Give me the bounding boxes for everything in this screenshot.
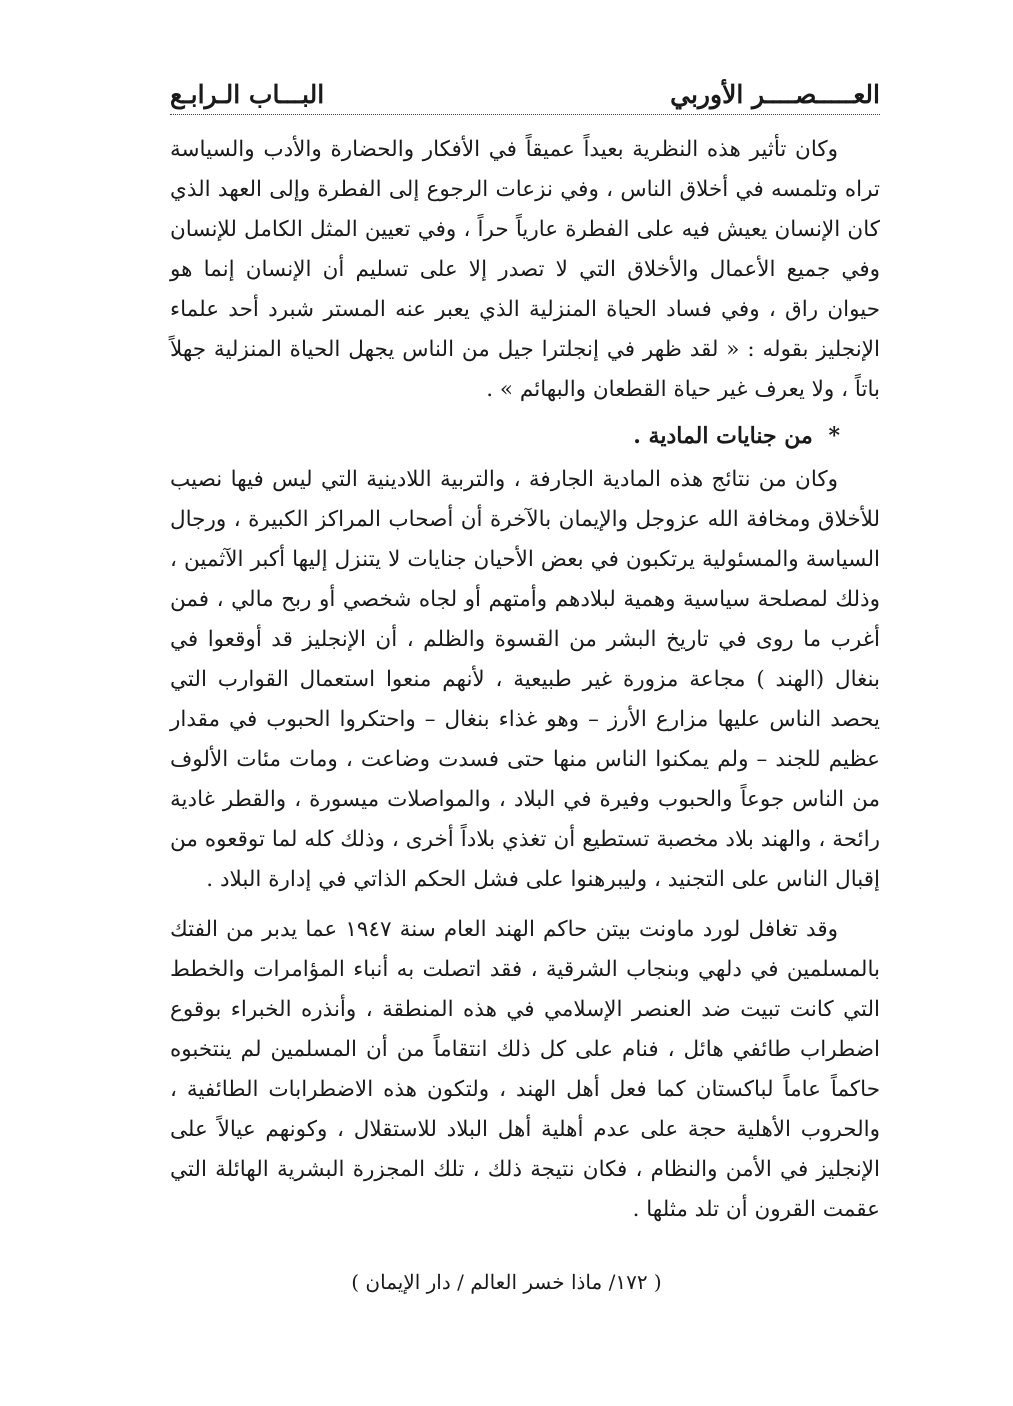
book-title-header: العـــــصــــر الأوربي	[670, 79, 880, 109]
paragraph: وكان من نتائج هذه المادية الجارفة ، والتربية اللادينية التي ليس فيها نصيب للأخلاق ومخافة الله عزوجل والإيمان بالآخرة أن أصحاب المراكز الكبيرة ، ورجال السياسة والمسئولية يرتكبون في بعض الأحيان جنايات لا يتنزل إليها أكبر الآثمين ، وذلك لمصلحة سياسية وهمية لبلادهم وأمتهم أو لجاه شخصي أو ربح مالي ، فمن أغرب ما روى في تاريخ البشر من القسوة والظلم ، أن الإنجليز قد أوقعوا في بنغال (الهند ) مجاعة مزورة غير طبيعية ، لأنهم منعوا استعمال القوارب التي يحصد الناس عليها مزارع الأرز – وهو غذاء بنغال – واحتكروا الحبوب في مقدار عظيم للجند – ولم يمكنوا الناس منها حتى فسدت وضاعت ، ومات مئات الألوف من الناس جوعاً والحبوب وفيرة في البلاد ، والمواصلات ميسورة ، والقطر غادية رائحة ، والهند بلاد مخصبة تستطيع أن تغذي بلاداً أخرى ، وذلك كله لما توقعوه من إقبال الناس على التجنيد ، وليبرهنوا على فشل الحكم الذاتي في إدارة البلاد .	[170, 467, 880, 892]
chapter-header: البـــاب الـرابـع	[170, 79, 325, 109]
asterisk-icon: *	[828, 423, 840, 449]
text-body	[170, 130, 880, 1230]
paragraph: وقد تغافل لورد ماونت بيتن حاكم الهند العام سنة ١٩٤٧ عما يدبر من الفتك بالمسلمين في دلهي وبنجاب الشرقية ، فقد اتصلت به أنباء المؤامرات والخطط التي كانت تبيت ضد العنصر الإسلامي في هذه المنطقة ، وأنذره الخبراء بوقوع اضطراب طائفي هائل ، فنام على كل ذلك انتقاماً من أن المسلمين لم ينتخبوه حاكماً عاماً لباكستان كما فعل أهل الهند ، ولتكون هذه الاضطرابات الطائفية ، والحروب الأهلية حجة على عدم أهلية أهل البلاد للاستقلال ، وكونهم عيالاً على الإنجليز في الأمن والنظام ، فكان نتيجة ذلك ، تلك المجزرة البشرية الهائلة التي عقمت القرون أن تلد مثلها .	[170, 917, 880, 1222]
running-header	[170, 74, 880, 114]
paragraph: وكان تأثير هذه النظرية بعيداً عميقاً في الأفكار والحضارة والأدب والسياسة تراه وتلمسه في أخلاق الناس ، وفي نزعات الرجوع إلى الفطرة وإلى العهد الذي كان الإنسان يعيش فيه على الفطرة عارياً حراً ، وفي تعيين المثل الكامل للإنسان وفي جميع الأعمال والأخلاق التي لا تصدر إلا على تسليم أن الإنسان إنما هو حيوان راق ، وفي فساد الحياة المنزلية الذي يعبر عنه المستر شبرد أحد علماء الإنجليز بقوله : « لقد ظهر في إنجلترا جيل من الناس يجهل الحياة المنزلية جهلاً باتاً ، ولا يعرف غير حياة القطعان والبهائم » .	[170, 137, 880, 402]
section-heading	[170, 416, 880, 456]
page-footer: ( ١٧٢/ ماذا خسر العالم / دار الإيمان )	[351, 1270, 662, 1294]
section-heading-text: من جنايات المادية .	[633, 423, 813, 449]
header-divider	[170, 114, 880, 115]
